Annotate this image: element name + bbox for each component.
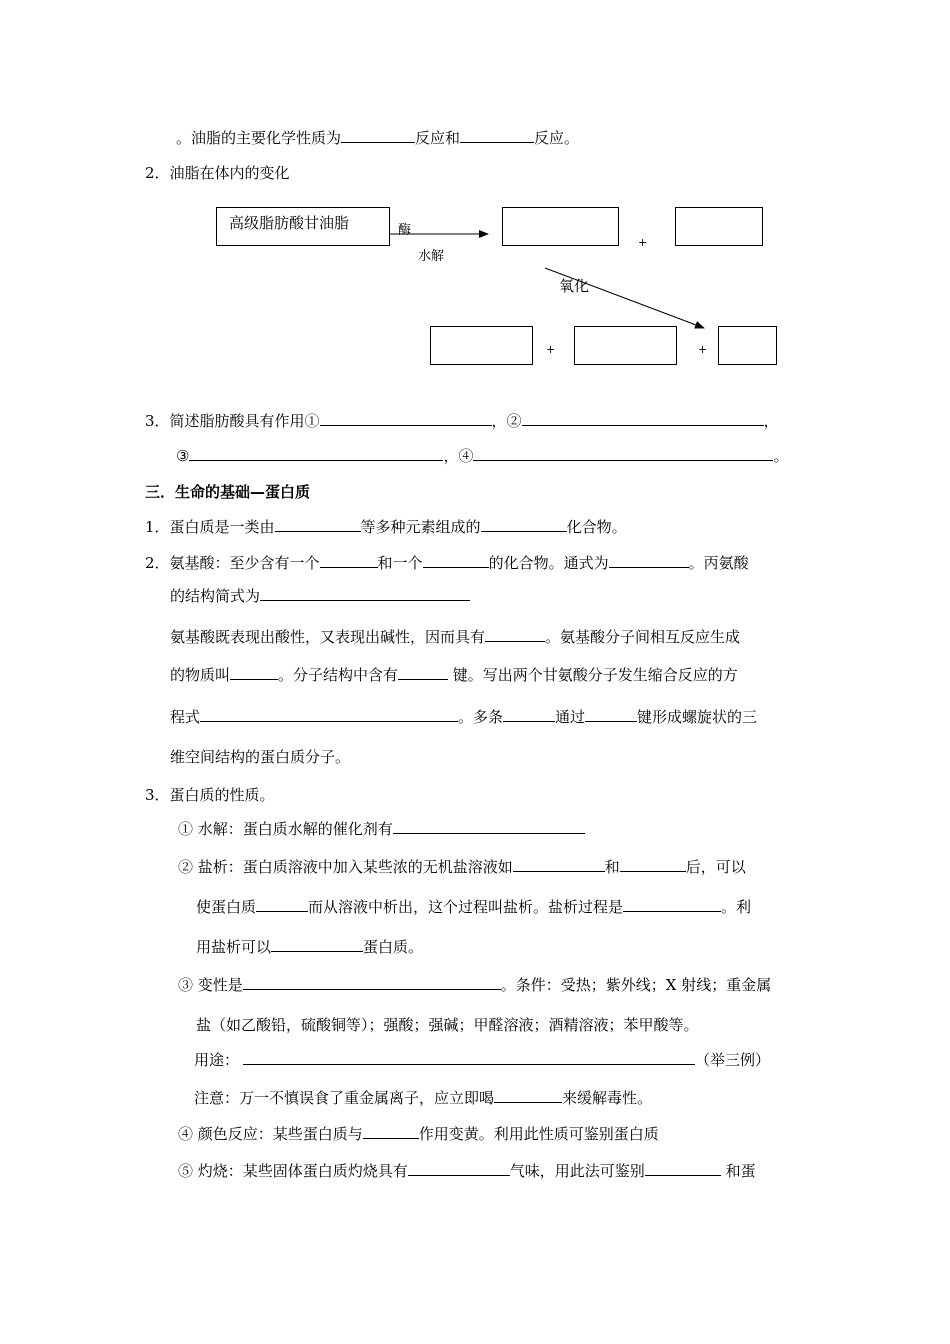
plus-sign: +: [546, 343, 556, 356]
text: 的化合物。通式为: [488, 554, 609, 572]
text: ④ 颜色反应：某些蛋白质与: [178, 1125, 363, 1143]
answer-blank[interactable]: [522, 411, 764, 426]
answer-blank[interactable]: [494, 1088, 562, 1103]
answer-blank[interactable]: [393, 819, 585, 834]
text: 程式: [170, 708, 201, 726]
property-salting-out: [178, 857, 746, 877]
answer-blank[interactable]: [503, 707, 555, 722]
answer-blank[interactable]: [243, 1050, 695, 1065]
text: 2．氨基酸：至少含有一个: [145, 554, 320, 572]
text: 使蛋白质: [196, 898, 257, 916]
item-3-fatty-acid-functions: [145, 411, 779, 431]
answer-blank[interactable]: [473, 446, 773, 461]
answer-blank[interactable]: [271, 937, 363, 952]
text: 后，可以: [685, 858, 746, 876]
text: 。分子结构中含有: [278, 666, 399, 684]
answer-blank[interactable]: [189, 446, 443, 461]
answer-blank[interactable]: [230, 665, 278, 680]
text: ⑤ 灼烧：某些固体蛋白质灼烧具有: [178, 1162, 408, 1180]
answer-blank[interactable]: [275, 517, 361, 532]
property-hydrolysis: [178, 819, 585, 839]
protein-item-2-line-4: [170, 665, 738, 685]
answer-blank[interactable]: [320, 553, 378, 568]
text: 1．蛋白质是一类由: [145, 518, 275, 536]
text: ，②: [491, 412, 522, 430]
property-burning: [178, 1161, 756, 1181]
answer-blank[interactable]: [260, 586, 470, 601]
text: 注意：万一不慎误食了重金属离子，应立即喝: [194, 1089, 495, 1107]
protein-item-2-line-5: [170, 707, 757, 727]
text: 气味，用此法可鉴别: [509, 1162, 645, 1180]
answer-blank[interactable]: [609, 553, 689, 568]
text: 作用变黄。利用此性质可鉴别蛋白质: [418, 1125, 659, 1143]
text: 反应和: [415, 129, 461, 147]
oxidation-product-box-2[interactable]: [574, 326, 677, 365]
text: ② 盐析：蛋白质溶液中加入某些浓的无机盐溶液如: [178, 858, 513, 876]
product-box-1[interactable]: [502, 207, 619, 246]
item-3-fatty-acid-functions-cont: [176, 446, 788, 466]
property-salting-out-3: [196, 937, 423, 957]
answer-blank[interactable]: [645, 1161, 721, 1176]
text: 用途：: [194, 1051, 240, 1069]
text: 氨基酸既表现出酸性，又表现出碱性，因而具有: [170, 628, 486, 646]
answer-blank[interactable]: [398, 665, 448, 680]
section-3-title: 三．生命的基础—蛋白质: [145, 483, 311, 501]
text: 反应。: [534, 129, 580, 147]
answer-blank[interactable]: [585, 707, 637, 722]
protein-item-3-title: 3．蛋白质的性质。: [145, 786, 275, 804]
answer-blank[interactable]: [320, 411, 492, 426]
text: 。多条: [458, 708, 504, 726]
text: ，④: [443, 447, 474, 465]
answer-blank[interactable]: [363, 1124, 419, 1139]
answer-blank[interactable]: [243, 975, 501, 990]
text: 而从溶液中析出，这个过程叫盐析。盐析过程是: [308, 898, 624, 916]
answer-blank[interactable]: [485, 627, 545, 642]
answer-blank[interactable]: [481, 517, 567, 532]
text: 蛋白质。: [363, 938, 424, 956]
protein-item-2-line-2: [170, 586, 470, 606]
item-2-oil-change: 2．油脂在体内的变化: [145, 164, 290, 182]
text: 和蛋: [720, 1162, 756, 1180]
property-salting-out-2: [196, 897, 751, 917]
text: 键形成螺旋状的三: [637, 708, 758, 726]
oxidation-product-box-3[interactable]: [718, 326, 777, 365]
text: 的结构简式为: [170, 587, 261, 605]
text: 化合物。: [566, 518, 627, 536]
answer-blank[interactable]: [256, 897, 308, 912]
text: 和: [604, 858, 620, 876]
text: 。条件：受热；紫外线；X 射线；重金属: [500, 976, 772, 994]
answer-blank[interactable]: [200, 707, 458, 722]
answer-blank[interactable]: [513, 857, 605, 872]
protein-item-1: [145, 517, 627, 537]
answer-blank[interactable]: [620, 857, 686, 872]
property-denaturation: [178, 975, 771, 995]
property-color-reaction: [178, 1124, 659, 1144]
text: （举三例）: [695, 1051, 771, 1069]
oxidation-label: 氧化: [559, 277, 590, 295]
text: ，: [763, 412, 779, 430]
property-denaturation-note: [194, 1088, 652, 1108]
oxidation-product-box-1[interactable]: [430, 326, 533, 365]
property-denaturation-2: 盐（如乙酸铅，硫酸铜等）；强酸；强碱；甲醛溶液；酒精溶液；苯甲酸等。: [196, 1016, 699, 1034]
source-box-label: 高级脂肪酸甘油脂: [229, 214, 350, 232]
protein-item-2-line-3: [170, 627, 740, 647]
text: 。: [773, 447, 789, 465]
text: 通过: [555, 708, 586, 726]
text: 和一个: [377, 554, 423, 572]
hydrolysis-label: 水解: [418, 249, 445, 264]
text: 的物质叫: [170, 666, 231, 684]
protein-item-2-line-6: 维空间结构的蛋白质分子。: [170, 748, 351, 766]
text: ① 水解：蛋白质水解的催化剂有: [178, 820, 393, 838]
answer-blank[interactable]: [408, 1161, 510, 1176]
answer-blank[interactable]: [423, 553, 489, 568]
product-box-2[interactable]: [675, 207, 763, 246]
text: 等多种元素组成的: [360, 518, 481, 536]
text: 。氨基酸分子间相互反应生成: [545, 628, 741, 646]
plus-sign: +: [638, 236, 648, 249]
text: 键。写出两个甘氨酸分子发生缩合反应的方: [448, 666, 738, 684]
text: 3．简述脂肪酸具有作用①: [145, 412, 320, 430]
text: 来缓解毒性。: [562, 1089, 653, 1107]
text: 。丙氨酸: [688, 554, 749, 572]
protein-item-2-line-1: [145, 553, 749, 573]
property-denaturation-uses: [194, 1050, 770, 1070]
answer-blank[interactable]: [623, 897, 721, 912]
text: 。油脂的主要化学性质为: [176, 129, 342, 147]
enzyme-label: 酶: [398, 223, 412, 238]
text: 。利: [721, 898, 752, 916]
text: ③: [176, 447, 190, 465]
text: 用盐析可以: [196, 938, 272, 956]
text: ③ 变性是: [178, 976, 243, 994]
plus-sign: +: [698, 343, 708, 356]
source-box: [216, 207, 390, 246]
